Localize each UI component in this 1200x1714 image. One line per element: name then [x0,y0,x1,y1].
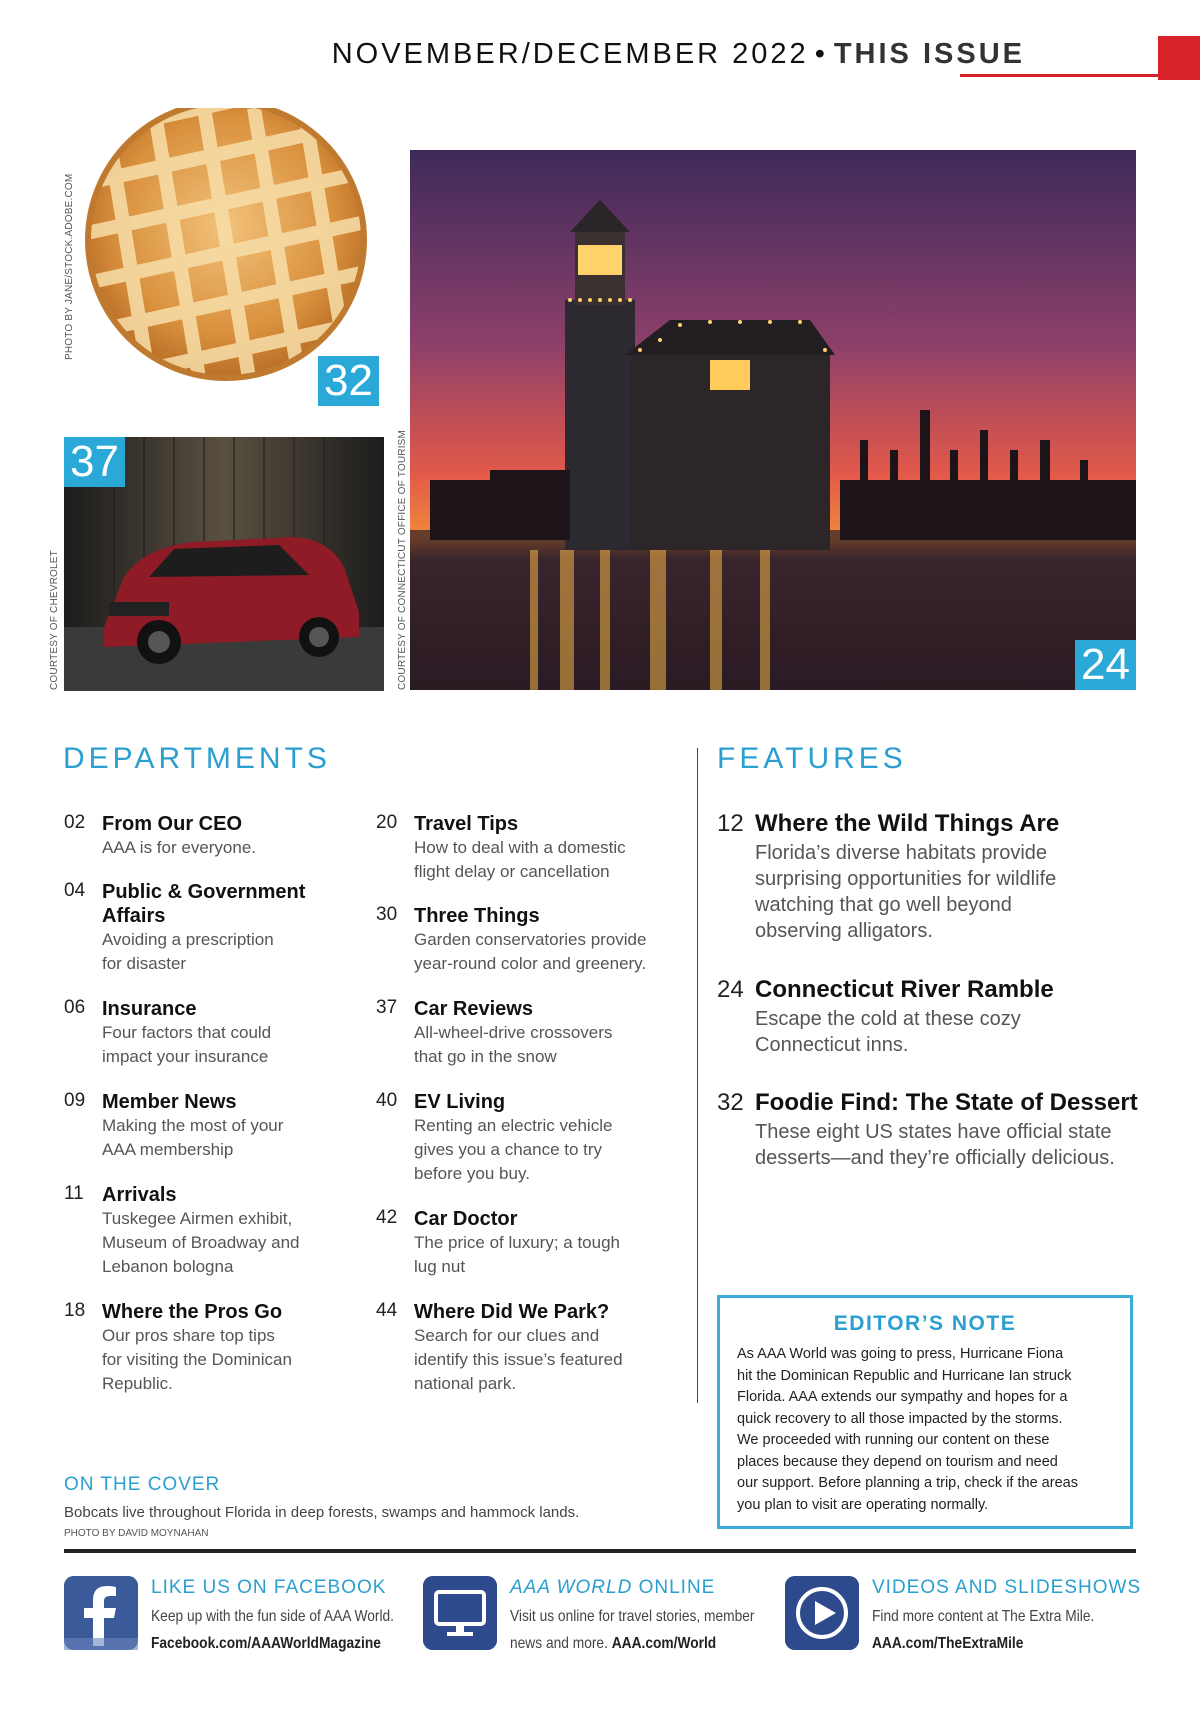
item-desc [414,928,646,976]
note-line: quick recovery to all those impacted by the storms. [737,1410,1063,1427]
item-title: Car Doctor [414,1208,518,1230]
desc-line: Connecticut inns. [755,1034,909,1056]
car-image[interactable] [64,437,384,691]
videos-heading: VIDEOS AND SLIDESHOWS [872,1577,1142,1598]
desc-line: desserts—and they’re officially delicious. [755,1147,1115,1169]
desc-line: Museum of Broadway and [102,1233,300,1252]
desc-line: The price of luxury; a tough [414,1233,621,1252]
photo-credit: COURTESY OF CHEVROLET [49,550,60,690]
online-line: news and more. [510,1635,612,1652]
online-text [510,1603,754,1657]
header-red-tab [1158,36,1200,80]
desc-line: year-round color and greenery. [414,954,647,973]
item-title [102,880,305,928]
item-title: Car Reviews [414,998,533,1020]
page-number-badge: 32 [318,356,379,406]
desc-line: observing alligators. [755,920,933,942]
item-title: Where Did We Park? [414,1301,610,1323]
monitor-icon[interactable] [423,1576,497,1650]
page-number: 24 [717,976,744,1003]
desc-line: for disaster [102,954,187,973]
department-item[interactable] [376,1300,676,1400]
item-title-line: Public & Government [102,881,306,903]
issue-date: NOVEMBER/DECEMBER 2022 [331,38,809,70]
facebook-heading: LIKE US ON FACEBOOK [151,1577,387,1598]
item-title: Connecticut River Ramble [755,976,1054,1003]
desc-line: watching that go well beyond [755,894,1012,916]
department-item[interactable] [64,1183,364,1283]
desc-line: flight delay or cancellation [414,862,610,881]
page-number: 44 [376,1300,398,1321]
pie-image[interactable] [64,108,384,408]
play-glyph [785,1576,859,1650]
desc-line: identify this issue’s featured [414,1350,623,1369]
page-number: 02 [64,812,86,833]
desc-line: gives you a chance to try [414,1140,603,1159]
desc-line: before you buy. [414,1164,530,1183]
item-title: Insurance [102,998,197,1020]
desc-line: Lebanon bologna [102,1257,234,1276]
note-line: you plan to visit are operating normally. [737,1496,989,1513]
header-separator: • [814,38,828,70]
item-title: Arrivals [102,1184,177,1206]
department-item[interactable] [376,1090,676,1190]
desc-line: Escape the cold at these cozy [755,1008,1021,1030]
desc-line: Garden conservatories provide [414,930,647,949]
item-title: From Our CEO [102,813,243,835]
desc-line: AAA membership [102,1140,234,1159]
desc-line: Avoiding a prescription [102,930,274,949]
item-title: Where the Pros Go [102,1301,283,1323]
page-number: 04 [64,880,86,901]
item-desc [755,1006,1021,1058]
page-number: 12 [717,810,744,837]
editors-note-body [720,1336,1130,1516]
feature-item[interactable] [717,810,1137,950]
item-desc [414,1324,623,1396]
section-label: THIS ISSUE [833,38,1025,70]
desc-line: Tuskegee Airmen exhibit, [102,1209,293,1228]
desc-line: Making the most of your [102,1116,284,1135]
photo-credit: PHOTO BY JANE/STOCK.ADOBE.COM [64,173,75,360]
item-desc [102,1207,300,1279]
page-number: 37 [376,997,398,1018]
department-item[interactable] [376,812,676,892]
facebook-glyph [64,1576,138,1650]
item-desc [414,836,626,884]
desc-line: Republic. [102,1374,173,1393]
department-item[interactable] [376,997,676,1077]
item-desc [102,1021,271,1069]
page-number-badge: 24 [1075,640,1136,690]
cover-photo-credit: PHOTO BY DAVID MOYNAHAN [64,1528,209,1539]
page-number: 40 [376,1090,398,1111]
item-title-line: Affairs [102,905,166,927]
desc-line: that go in the snow [414,1047,557,1066]
department-item[interactable] [64,880,364,980]
note-line: places because they depend on tourism and need [737,1453,1058,1470]
department-item[interactable] [64,812,364,872]
department-item[interactable] [64,1300,364,1400]
header-underline [960,74,1158,77]
facebook-line: Keep up with the fun side of AAA World. [151,1608,394,1625]
page-number-badge: 37 [64,437,125,487]
online-heading-brand: AAA WORLD [510,1577,633,1598]
item-title: Where the Wild Things Are [755,810,1060,837]
desc-line: lug nut [414,1257,466,1276]
feature-item[interactable] [717,976,1137,1066]
footer-rule [64,1549,1136,1553]
editors-note-heading: EDITOR’S NOTE [833,1312,1017,1335]
item-title: Three Things [414,905,540,927]
online-line: Visit us online for travel stories, member [510,1608,755,1625]
note-line: We proceeded with running our content on these [737,1432,1050,1448]
department-item[interactable] [376,1207,676,1287]
online-heading [510,1577,715,1599]
item-desc [414,1114,612,1186]
desc-line: for visiting the Dominican [102,1350,292,1369]
page-number: 20 [376,812,398,833]
desc-line: impact your insurance [102,1047,269,1066]
online-heading-word: ONLINE [632,1577,716,1598]
desc-line: How to deal with a domestic [414,838,626,857]
department-item[interactable] [64,1090,364,1170]
desc-line: Renting an electric vehicle [414,1116,613,1135]
on-the-cover-text: Bobcats live throughout Florida in deep forests, swamps and hammock lands. [64,1504,580,1521]
feature-item[interactable] [717,1089,1147,1179]
note-line: Florida. AAA extends our sympathy and hopes for a [737,1389,1068,1405]
facebook-link[interactable]: Facebook.com/AAAWorldMagazine [151,1635,381,1652]
videos-link[interactable]: AAA.com/TheExtraMile [872,1635,1024,1652]
page-number: 42 [376,1207,398,1228]
issue-header [332,38,1025,71]
note-line: As AAA World was going to press, Hurricane Fiona [737,1346,1064,1362]
lighthouse-image[interactable] [410,150,1136,690]
department-item[interactable] [376,904,676,984]
monitor-glyph [423,1576,497,1650]
desc-line: national park. [414,1374,517,1393]
online-link[interactable]: AAA.com/World [611,1635,717,1652]
features-heading: FEATURES [717,742,907,775]
item-desc [414,1021,612,1069]
desc-line: All-wheel-drive crossovers [414,1023,613,1042]
item-desc [102,1114,283,1162]
item-title: EV Living [414,1091,506,1113]
page-number: 18 [64,1300,86,1321]
desc-line: Florida’s diverse habitats provide [755,842,1048,864]
on-the-cover-heading: ON THE COVER [64,1474,221,1495]
videos-text [872,1603,1094,1657]
department-item[interactable] [64,997,364,1077]
desc-line: Search for our clues and [414,1326,600,1345]
facebook-text [151,1603,394,1657]
lighthouse-sunset-illustration [410,150,1136,690]
item-desc [102,928,274,976]
column-divider [697,748,698,1403]
photo-credit: COURTESY OF CONNECTICUT OFFICE OF TOURISM [397,429,408,690]
item-desc: AAA is for everyone. [102,838,257,857]
desc-line: surprising opportunities for wildlife [755,868,1057,890]
item-desc [755,1119,1115,1171]
desc-line: These eight US states have official state [755,1121,1112,1143]
facebook-icon[interactable] [64,1576,138,1650]
page-number: 06 [64,997,86,1018]
page-number: 11 [64,1183,84,1204]
item-title: Travel Tips [414,813,519,835]
item-desc [755,840,1056,944]
note-line: hit the Dominican Republic and Hurricane Ian struck [737,1367,1072,1384]
item-title: Foodie Find: The State of Dessert [755,1089,1138,1116]
page-number: 32 [717,1089,744,1116]
item-title: Member News [102,1091,237,1113]
play-icon[interactable] [785,1576,859,1650]
desc-line: Four factors that could [102,1023,272,1042]
page-number: 09 [64,1090,86,1111]
note-line: our support. Before planning a trip, check if the areas [737,1475,1078,1491]
page-number: 30 [376,904,398,925]
item-desc [414,1231,620,1279]
item-desc [102,1324,292,1396]
departments-heading: DEPARTMENTS [63,742,331,775]
desc-line: Our pros share top tips [102,1326,275,1345]
videos-line: Find more content at The Extra Mile. [872,1608,1095,1625]
editors-note-box [717,1295,1133,1529]
